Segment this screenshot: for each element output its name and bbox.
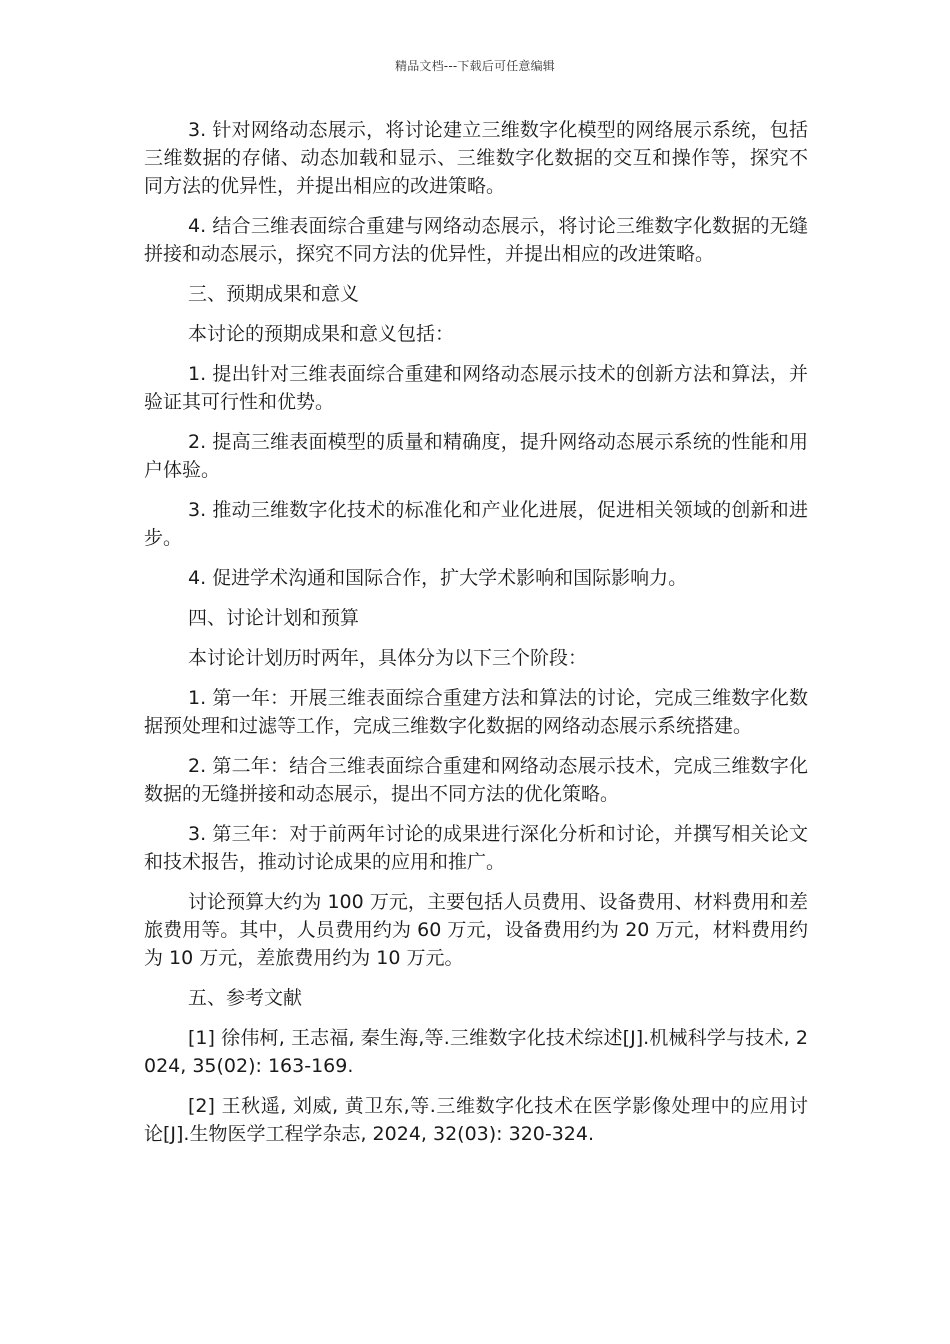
paragraph-budget: 讨论预算大约为 100 万元，主要包括人员费用、设备费用、材料费用和差旅费用等。其中，人员费用约为 60 万元，设备费用约为 20 万元，材料费用约为 10 万元，差旅费用约为 10 万元。 (144, 891, 808, 969)
paragraph-plan-intro: 本讨论计划历时两年，具体分为以下三个阶段： (188, 647, 588, 669)
page-header: 精品文档---下载后可任意编辑 (395, 59, 555, 73)
paragraph-expected-1: 1. 提出针对三维表面综合重建和网络动态展示技术的创新方法和算法，并验证其可行性和优势。 (144, 363, 808, 413)
paragraph-expected-3: 3. 推动三维数字化技术的标准化和产业化进展，促进相关领域的创新和进步。 (144, 499, 808, 549)
paragraph-research-3: 3. 针对网络动态展示，将讨论建立三维数字化模型的网络展示系统，包括三维数据的存储、动态加载和显示、三维数字化数据的交互和操作等，探究不同方法的优异性，并提出相应的改进策略。 (144, 119, 808, 197)
section-heading-plan-budget: 四、讨论计划和预算 (188, 607, 360, 629)
document-body (144, 116, 808, 1160)
paragraph-plan-year-3: 3. 第三年：对于前两年讨论的成果进行深化分析和讨论，并撰写相关论文和技术报告，推动讨论成果的应用和推广。 (144, 823, 808, 873)
paragraph-expected-2: 2. 提高三维表面模型的质量和精确度，提升网络动态展示系统的性能和用户体验。 (144, 431, 808, 481)
paragraph-expected-4: 4. 促进学术沟通和国际合作，扩大学术影响和国际影响力。 (188, 567, 688, 589)
paragraph-plan-year-1: 1. 第一年：开展三维表面综合重建方法和算法的讨论，完成三维数字化数据预处理和过滤等工作，完成三维数字化数据的网络动态展示系统搭建。 (144, 687, 808, 737)
reference-2: [2] 王秋遥, 刘威, 黄卫东,等.三维数字化技术在医学影像处理中的应用讨论[J].生物医学工程学杂志, 2024, 32(03): 320-324. (144, 1095, 808, 1145)
paragraph-research-4: 4. 结合三维表面综合重建与网络动态展示，将讨论三维数字化数据的无缝拼接和动态展示，探究不同方法的优异性，并提出相应的改进策略。 (144, 215, 808, 265)
reference-1: [1] 徐伟柯, 王志福, 秦生海,等.三维数字化技术综述[J].机械科学与技术, 2024, 35(02): 163-169. (144, 1027, 808, 1077)
paragraph-expected-intro: 本讨论的预期成果和意义包括： (188, 323, 455, 345)
section-heading-expected-results: 三、预期成果和意义 (188, 283, 360, 305)
section-heading-references: 五、参考文献 (188, 987, 303, 1009)
paragraph-plan-year-2: 2. 第二年：结合三维表面综合重建和网络动态展示技术，完成三维数字化数据的无缝拼接和动态展示，提出不同方法的优化策略。 (144, 755, 808, 805)
